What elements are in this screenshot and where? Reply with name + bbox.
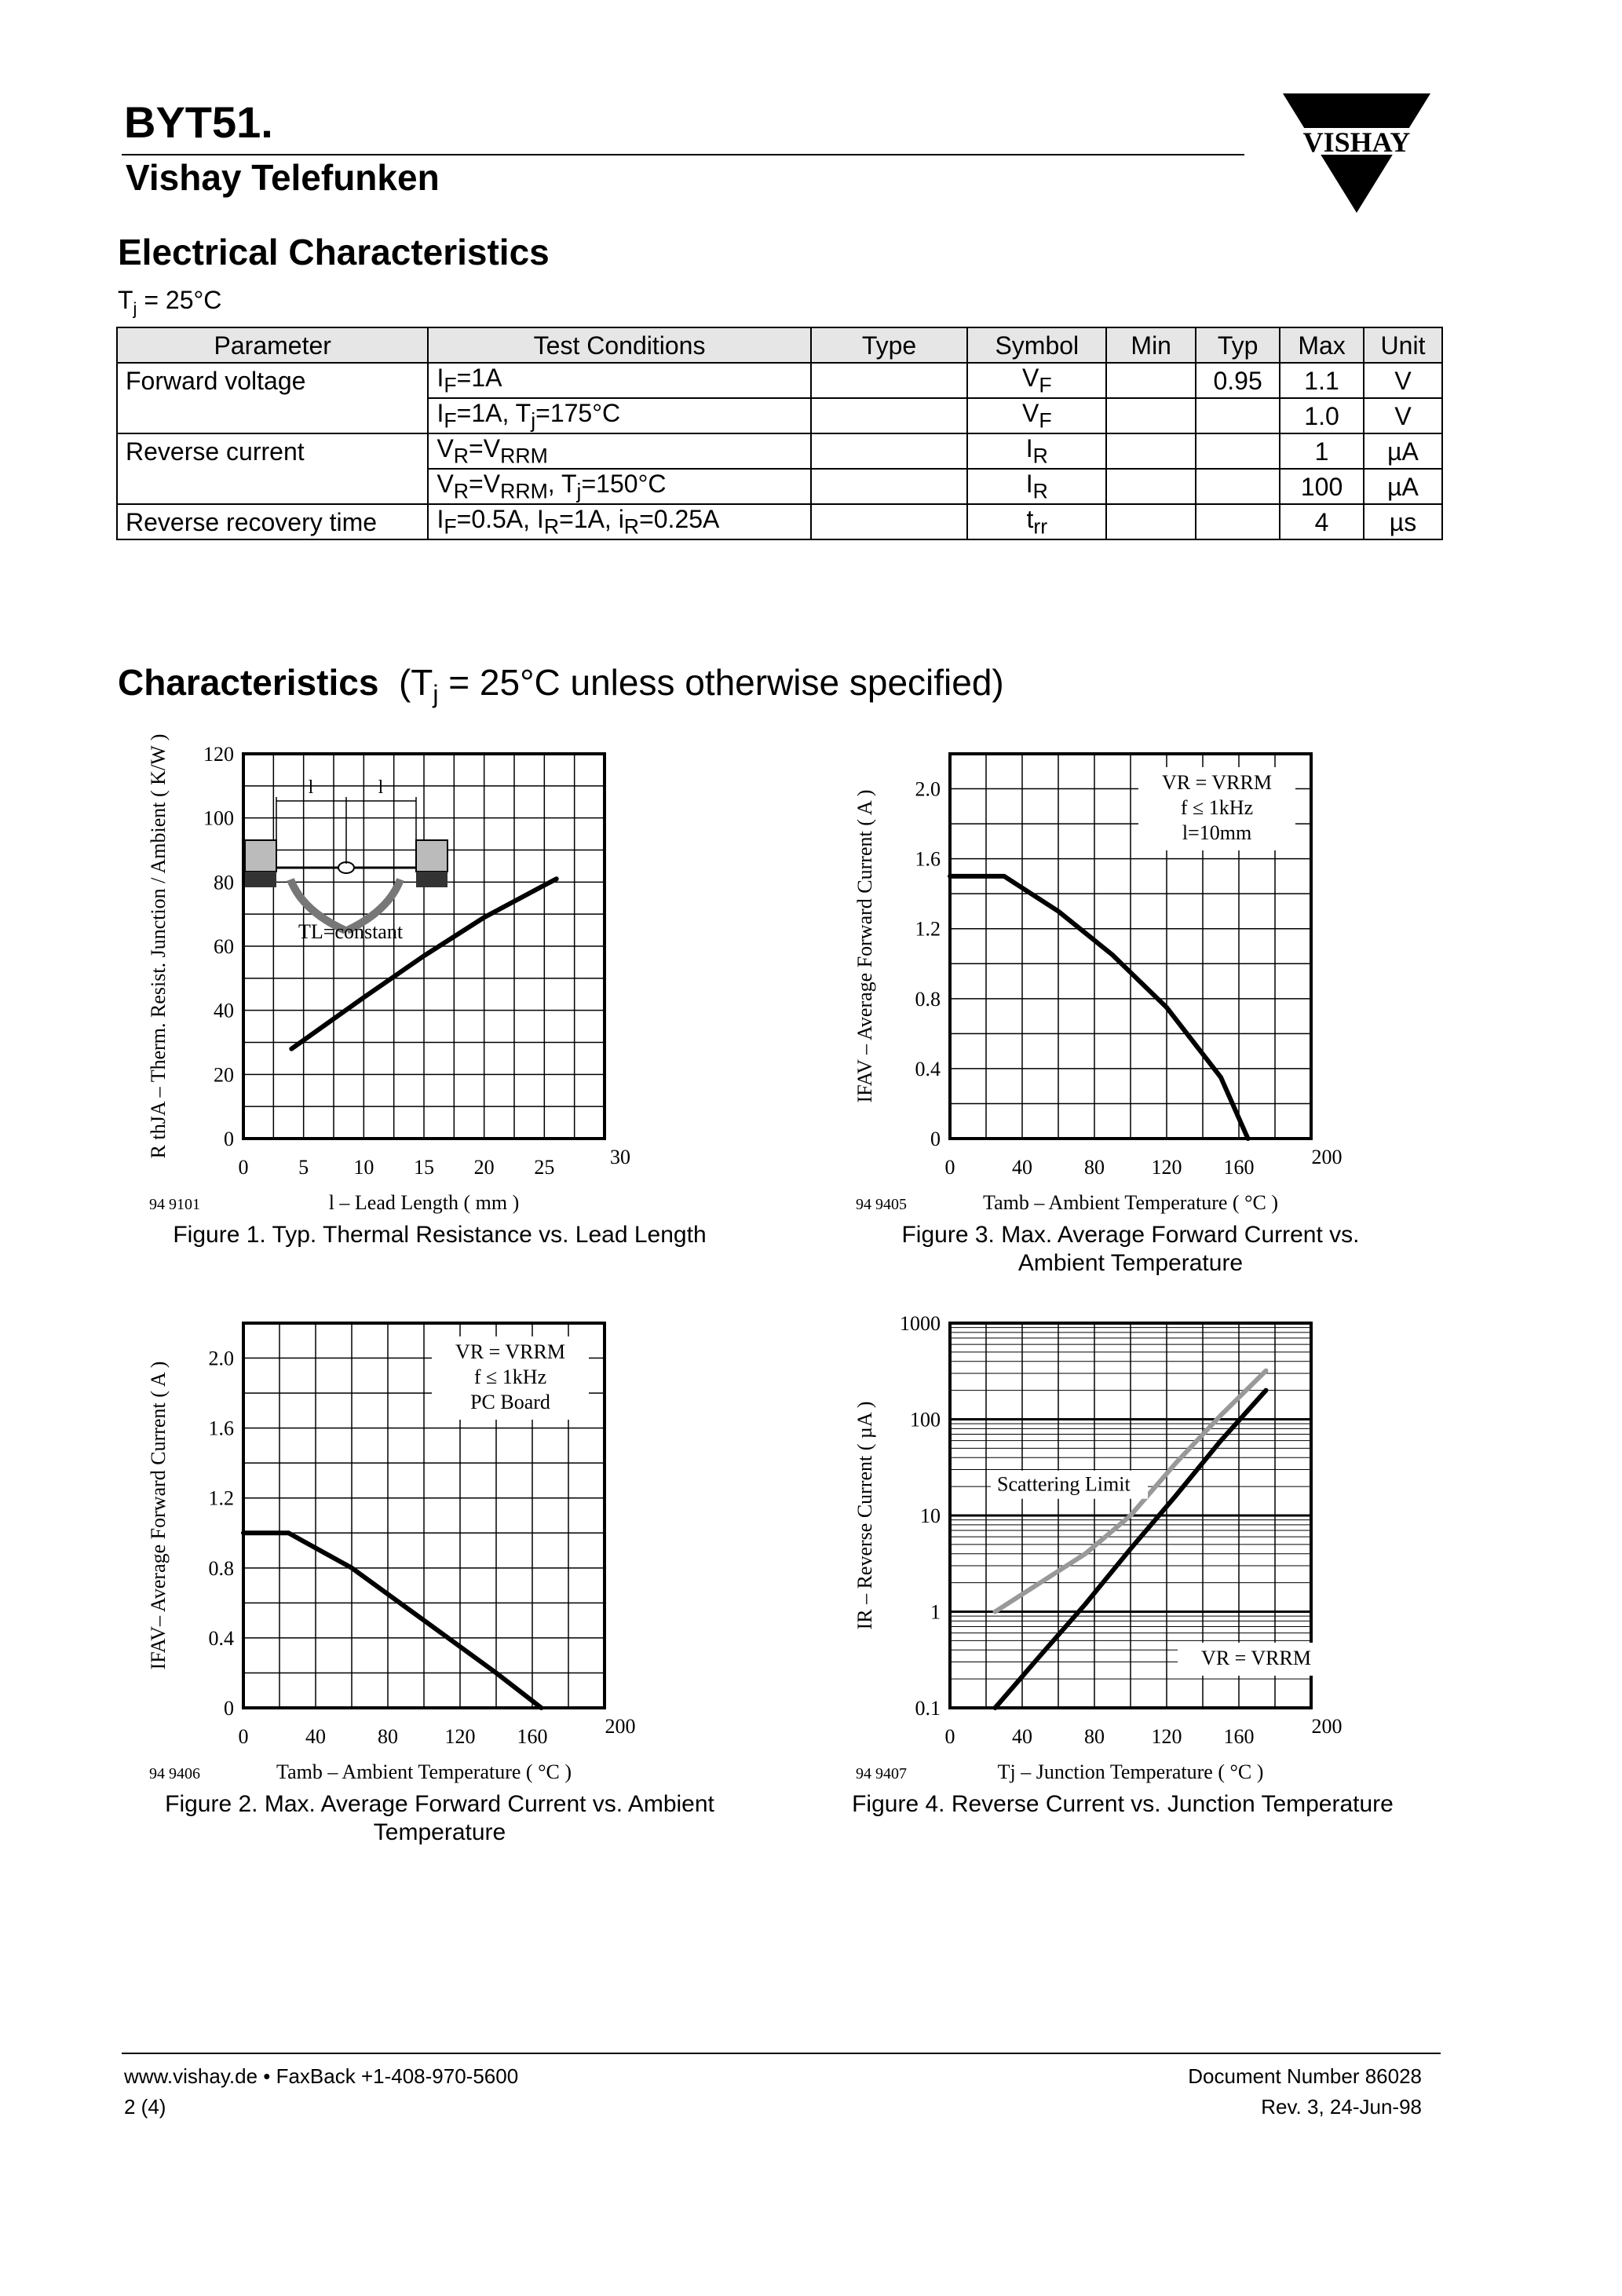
temperature-condition: $T_j = 25^\circ C$ — [118, 286, 222, 319]
x-tick-label: 40 — [1012, 1156, 1032, 1179]
x-tick-label: 5 — [298, 1156, 309, 1179]
legend-line: VR = VRRM — [455, 1340, 565, 1363]
y-tick-label: 0 — [224, 1697, 234, 1720]
conditions-cell: $V_R=V_{RRM}$, $T_j=150^\circ C$ — [428, 469, 810, 504]
footer-revision: Rev. 3, 24-Jun-98 — [1261, 2095, 1422, 2119]
y-tick-label: 10 — [920, 1504, 941, 1527]
x-tick-label: 120 — [444, 1725, 476, 1748]
x-tick-label: 20 — [473, 1156, 495, 1179]
min-cell — [1106, 398, 1196, 433]
max-cell: 1.1 — [1280, 363, 1364, 398]
symbol-cell: $V_F$ — [967, 363, 1106, 398]
scattering-limit-label: Scattering Limit — [997, 1472, 1131, 1496]
y-tick-label: 1.2 — [915, 917, 941, 941]
y-tick-label: 1.6 — [208, 1417, 234, 1440]
table-header-row — [117, 327, 1442, 363]
parameter-cell — [117, 469, 428, 504]
chart-forward-current-pcboard — [118, 1300, 722, 1786]
conditions-cell: $I_F=0.5A$, $I_R=1A$, $i_R=0.25A$ — [428, 504, 810, 539]
figure-3-caption: Figure 3. Max. Average Forward Current vs. Ambient Temperature — [901, 1222, 1360, 1276]
type-cell — [811, 363, 968, 398]
x-tick-label: 0 — [238, 1725, 249, 1748]
table-row — [117, 363, 1442, 398]
conditions-cell: $I_F=1A$, $T_j=175^\circ C$ — [428, 398, 810, 433]
conditions-cell: $V_R=V_{RRM}$ — [428, 433, 810, 469]
parameter-cell: Forward voltage — [117, 363, 428, 398]
footer-page: 2 (4) — [124, 2095, 166, 2119]
y-tick-label: 1000 — [900, 1312, 941, 1335]
header-rule — [122, 154, 1244, 155]
y-tick-label: 100 — [910, 1408, 941, 1431]
y-axis-label: IFAV – Average Forward Current ( A ) — [853, 789, 876, 1103]
chart-thermal-resistance — [118, 730, 722, 1217]
parameter-cell: Reverse recovery time — [117, 504, 428, 539]
x-tick-label: 40 — [1012, 1725, 1032, 1748]
unit-cell: V — [1364, 363, 1442, 398]
x-tick-label: 200 — [1311, 1146, 1343, 1168]
logo-text: VISHAY — [1302, 126, 1411, 158]
x-tick-label: 80 — [1084, 1725, 1105, 1748]
footer-document-number: Document Number 86028 — [1188, 2064, 1422, 2088]
y-tick-label: 2.0 — [208, 1347, 234, 1370]
column-header: Type — [811, 327, 968, 363]
typ-cell: 0.95 — [1196, 363, 1280, 398]
chart-forward-current-10mm — [824, 730, 1429, 1217]
y-tick-label: 2.0 — [915, 777, 941, 801]
legend-line: VR = VRRM — [1201, 1647, 1311, 1669]
y-tick-label: 60 — [214, 935, 234, 958]
x-axis-label: Tj – Junction Temperature ( °C ) — [997, 1760, 1264, 1783]
electrical-table — [116, 327, 1443, 540]
diode-body — [338, 862, 354, 873]
y-axis-label: IFAV– Average Forward Current ( A ) — [147, 1361, 170, 1670]
tl-constant-label: TL=constant — [298, 920, 404, 943]
symbol-cell: $I_R$ — [967, 433, 1106, 469]
pcb-left — [245, 872, 276, 887]
footer-rule — [122, 2053, 1441, 2054]
figure-code: 94 9405 — [856, 1196, 907, 1213]
x-tick-label: 25 — [534, 1156, 555, 1179]
x-tick-label: 160 — [1223, 1156, 1255, 1179]
figure-code: 94 9101 — [149, 1196, 200, 1213]
unit-cell: µs — [1364, 504, 1442, 539]
column-header: Unit — [1364, 327, 1442, 363]
table-row — [117, 469, 1442, 504]
y-tick-label: 40 — [214, 999, 234, 1022]
max-cell: 100 — [1280, 469, 1364, 504]
legend-line: PC Board — [470, 1391, 550, 1413]
electrical-heading: Electrical Characteristics — [118, 232, 550, 272]
x-tick-label: 120 — [1151, 1725, 1182, 1748]
x-tick-label: 0 — [944, 1156, 955, 1179]
typ-cell — [1196, 398, 1280, 433]
min-cell — [1106, 469, 1196, 504]
x-tick-label: 15 — [414, 1156, 434, 1179]
max-cell: 1.0 — [1280, 398, 1364, 433]
characteristics-heading: Characteristics ($T_j = 25^\circ C$ unless otherwise specified) — [118, 662, 1004, 709]
y-tick-label: 80 — [214, 871, 234, 894]
vishay-logo — [1278, 90, 1435, 216]
x-tick-label: 200 — [605, 1715, 636, 1738]
typ-cell — [1196, 504, 1280, 539]
figure-1-caption: Figure 1. Typ. Thermal Resistance vs. Lead Length — [173, 1222, 707, 1248]
unit-cell: µA — [1364, 469, 1442, 504]
max-cell: 4 — [1280, 504, 1364, 539]
max-cell: 1 — [1280, 433, 1364, 469]
table-row — [117, 433, 1442, 469]
x-axis-label: Tamb – Ambient Temperature ( °C ) — [276, 1760, 572, 1783]
y-tick-label: 0.8 — [208, 1556, 234, 1580]
x-tick-label: 80 — [378, 1725, 398, 1748]
legend-line: l=10mm — [1182, 821, 1252, 844]
x-tick-label: 30 — [610, 1146, 630, 1168]
y-tick-label: 1.2 — [208, 1486, 234, 1510]
legend-line: VR = VRRM — [1162, 771, 1272, 794]
y-tick-label: 0 — [224, 1128, 234, 1150]
type-cell — [811, 504, 968, 539]
x-tick-label: 40 — [305, 1725, 326, 1748]
symbol-cell: $V_F$ — [967, 398, 1106, 433]
x-tick-label: 160 — [1223, 1725, 1255, 1748]
type-cell — [811, 433, 968, 469]
table-row — [117, 504, 1442, 539]
y-tick-label: 0.4 — [208, 1626, 234, 1650]
dim-label: l — [308, 777, 314, 798]
y-tick-label: 1.6 — [915, 847, 941, 871]
column-header: Symbol — [967, 327, 1106, 363]
y-tick-label: 100 — [203, 806, 234, 830]
unit-cell: V — [1364, 398, 1442, 433]
figure-2-caption: Figure 2. Max. Average Forward Current vs. Ambient Temperature — [165, 1791, 714, 1845]
y-tick-label: 20 — [214, 1063, 234, 1087]
min-cell — [1106, 504, 1196, 539]
x-tick-label: 120 — [1151, 1156, 1182, 1179]
x-tick-label: 160 — [517, 1725, 548, 1748]
y-tick-label: 1 — [930, 1600, 941, 1624]
y-tick-label: 120 — [203, 743, 234, 766]
x-tick-label: 10 — [353, 1156, 374, 1179]
symbol-cell: $t_{rr}$ — [967, 504, 1106, 539]
dim-label: l — [378, 777, 384, 798]
y-tick-label: 0.4 — [915, 1057, 941, 1080]
y-axis-label: IR – Reverse Current ( µA ) — [853, 1401, 876, 1630]
min-cell — [1106, 433, 1196, 469]
heatsink-left — [245, 840, 276, 872]
legend-line: f ≤ 1kHz — [1180, 796, 1254, 819]
y-tick-label: 0.1 — [915, 1697, 941, 1720]
column-header: Test Conditions — [428, 327, 810, 363]
type-cell — [811, 469, 968, 504]
y-tick-label: 0.8 — [915, 987, 941, 1011]
table-row — [117, 398, 1442, 433]
figure-code: 94 9407 — [856, 1765, 907, 1782]
pcb-right — [416, 872, 448, 887]
symbol-cell: $I_R$ — [967, 469, 1106, 504]
unit-cell: µA — [1364, 433, 1442, 469]
x-axis-label: l – Lead Length ( mm ) — [328, 1191, 520, 1214]
figure-4-caption: Figure 4. Reverse Current vs. Junction Temperature — [852, 1791, 1394, 1817]
footer-contact: www.vishay.de • FaxBack +1-408-970-5600 — [124, 2064, 519, 2088]
legend-line: f ≤ 1kHz — [473, 1366, 547, 1388]
manufacturer-name: Vishay Telefunken — [126, 157, 440, 198]
typ-cell — [1196, 433, 1280, 469]
part-number: BYT51. — [124, 97, 273, 147]
heatsink-right — [416, 840, 448, 872]
x-tick-label: 0 — [238, 1156, 249, 1179]
type-cell — [811, 398, 968, 433]
y-axis-label: R thJA – Therm. Resist. Junction / Ambient ( K/W ) — [147, 733, 170, 1159]
column-header: Min — [1106, 327, 1196, 363]
column-header: Max — [1280, 327, 1364, 363]
x-tick-label: 80 — [1084, 1156, 1105, 1179]
min-cell — [1106, 363, 1196, 398]
column-header: Parameter — [117, 327, 428, 363]
x-tick-label: 200 — [1311, 1715, 1343, 1738]
parameter-cell: Reverse current — [117, 433, 428, 469]
conditions-cell: $I_F=1A$ — [428, 363, 810, 398]
lead-mount-illustration — [245, 777, 448, 943]
x-axis-label: Tamb – Ambient Temperature ( °C ) — [983, 1191, 1278, 1214]
parameter-cell — [117, 398, 428, 433]
column-header: Typ — [1196, 327, 1280, 363]
figure-code: 94 9406 — [149, 1765, 200, 1782]
typ-cell — [1196, 469, 1280, 504]
y-tick-label: 0 — [930, 1128, 941, 1150]
chart-reverse-current — [824, 1300, 1429, 1786]
x-tick-label: 0 — [944, 1725, 955, 1748]
